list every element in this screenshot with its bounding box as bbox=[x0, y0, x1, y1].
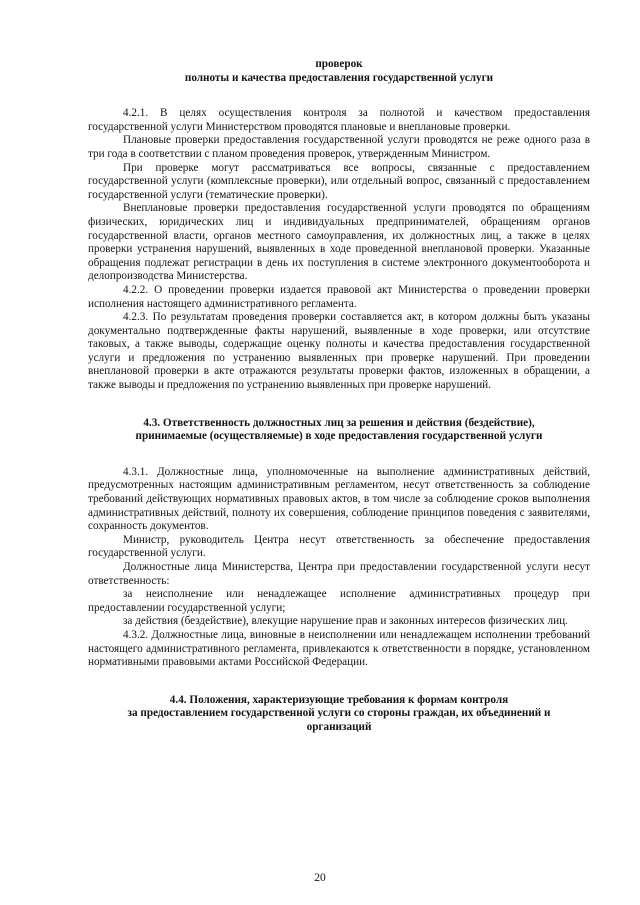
section-heading-control-checks bbox=[88, 58, 590, 85]
paragraph: за действия (бездействие), влекущие нарушение прав и законных интересов физических лиц. bbox=[123, 615, 568, 628]
paragraph: Плановые проверки предоставления государственной услуги проводятся не реже одного раза в три года в соответствии с планом проведения проверок, утвержденным Министром. bbox=[88, 134, 590, 160]
heading-line: организаций bbox=[306, 720, 372, 733]
heading-line: за предоставлением государственной услуги со стороны граждан, их объединений и bbox=[127, 707, 551, 720]
paragraph: 4.3.1. Должностные лица, уполномоченные на выполнение административных действий, предусмотренных настоящим административным регламентом, несут ответственность за соблюдение требований действующих нормативных правовых актов, в том числе за соблюдение сроков выполнения административных действий, полноту их совершения, соблюдение принципов поведения с заявителями, сохранность документов. bbox=[88, 465, 590, 533]
paragraph: При проверке могут рассматриваться все вопросы, связанные с предоставлением государственной услуги (комплексные проверки), или отдельный вопрос, связанный с предоставлением государственной услуги (тематические проверки). bbox=[88, 161, 590, 201]
paragraph: 4.2.3. По результатам проведения проверки составляется акт, в котором должны быть указаны документально подтвержденные факты нарушений, выявленные в ходе проверки, или отсутствие таковых, а также выводы, содержащие оценку полноты и качества предоставления государственной услуги и предложения по устранению выявленных при проверке нарушений. При проведении внеплановой проверки в акте отражаются результаты проверки фактов, изложенных в обращении, а также выводы и предложения по устранению выявленных при проверке нарушений. bbox=[88, 311, 590, 392]
paragraph: 4.2.1. В целях осуществления контроля за полнотой и качеством предоставления государственной услуги Министерством проводятся плановые и внеплановые проверки. bbox=[88, 107, 590, 133]
heading-line: проверок bbox=[315, 58, 363, 70]
paragraph: Внеплановые проверки предоставления государственной услуги проводятся по обращениям физических, юридических лиц и индивидуальных предпринимателей, обращениям органов государственной власти, органов местного самоуправления, их должностных лиц, а также в целях проверки устранения нарушений, выявленных в ходе проведенной внеплановой проверки. Указанные обращения подлежат регистрации в день их поступления в системе электронного документооборота и делопроизводства Министерства. bbox=[88, 202, 590, 283]
page-number: 20 bbox=[314, 872, 326, 884]
heading-line: 4.3. Ответственность должностных лиц за решения и действия (бездействие), bbox=[143, 416, 535, 429]
section-body-control-checks bbox=[88, 107, 590, 392]
paragraph: Должностные лица Министерства, Центра при предоставлении государственной услуги несут ответственность: bbox=[88, 561, 590, 587]
paragraph: 4.2.2. О проведении проверки издается правовой акт Министерства о проведении проверки исполнения настоящего административного регламента. bbox=[88, 283, 590, 310]
section-heading-responsibility bbox=[88, 417, 590, 444]
heading-line: полноты и качества предоставления государственной услуги bbox=[184, 71, 494, 84]
heading-line: 4.4. Положения, характеризующие требования к формам контроля bbox=[169, 693, 509, 706]
paragraph: за неисполнение или ненадлежащее исполнение административных процедур при предоставлении государственной услуги; bbox=[88, 588, 590, 614]
paragraph: Министр, руководитель Центра несут ответственность за обеспечение предоставления государственной услуги. bbox=[88, 533, 590, 560]
heading-line: принимаемые (осуществляемые) в ходе предоставления государственной услуги bbox=[135, 430, 543, 443]
paragraph: 4.3.2. Должностные лица, виновные в неисполнении или ненадлежащем исполнении требований настоящего административного регламента, привлекаются к ответственности в порядке, установленном нормативными правовыми актами Российской Федерации. bbox=[88, 628, 590, 669]
section-heading-citizen-control bbox=[88, 694, 590, 735]
section-body-responsibility bbox=[88, 466, 590, 670]
